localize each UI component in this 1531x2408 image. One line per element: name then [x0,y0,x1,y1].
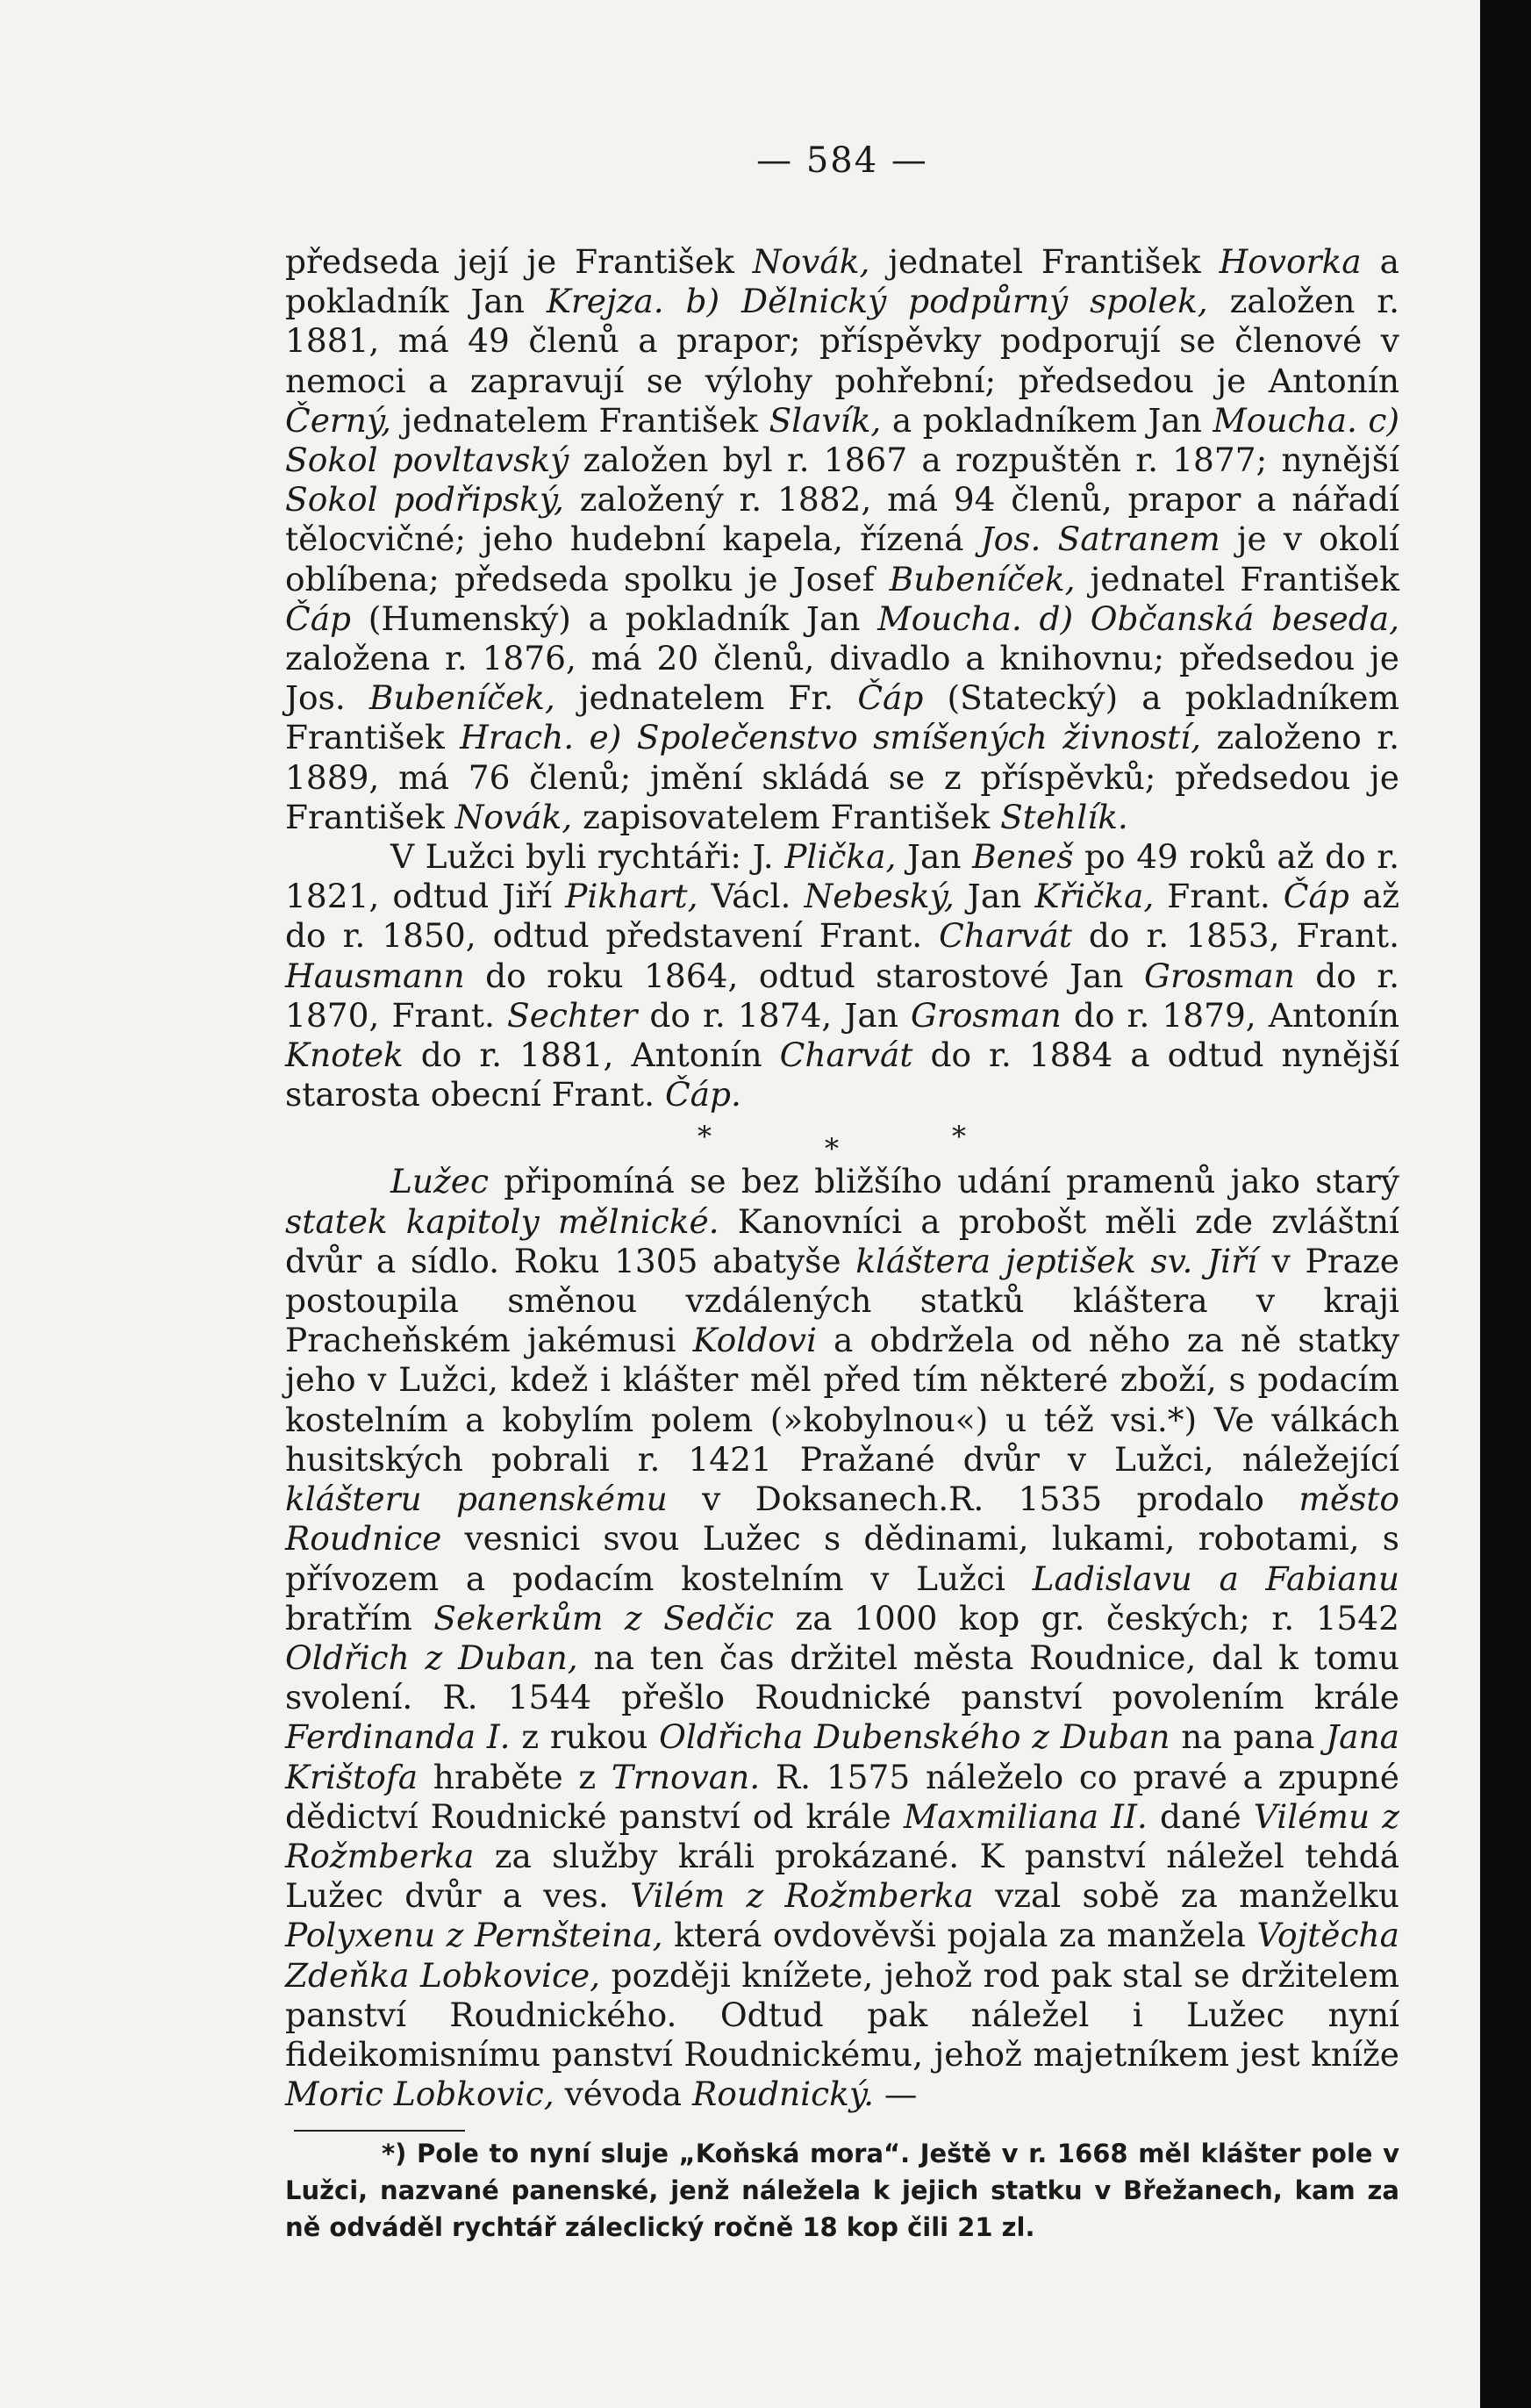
text-run: zapisovatelem František [572,797,1001,836]
italic-name: Novák, [454,797,573,836]
text-run: za služby králi prokázané. K panství náležel tehdá Lužec dvůr a ves. [285,1836,1399,1916]
text-run: později knížete, jehož rod pak stal se držitelem panství Roudnického. Odtud pak náležel i Lužec nyní fideikomisnímu panství Roudnickému, jehož majetníkem jest kníže [285,1955,1399,2074]
text-run: Kanovníci a probošt měli zde zvláštní dvůr a sídlo. Roku 1305 abatyše [285,1201,1399,1280]
italic-name: klášteru panenskému [285,1480,668,1519]
italic-name: Bubeníček, [368,678,555,718]
text-run: jednatel František [869,242,1220,281]
italic-name: Jos. Satranem [980,520,1220,559]
text-run: z rukou [510,1717,660,1757]
text-run: vesnici svou Lužec s dědinami, lukami, robotami, s přívozem a podacím kostelním v Lužci [285,1519,1399,1598]
italic-name: Oldřicha Dubenského z Duban [659,1717,1170,1757]
text-run: do r. 1884 a odtud nynější starosta obecní Frant. [285,1036,1399,1114]
italic-name: Čáp. [664,1075,741,1114]
italic-name: Jana Krištofa [285,1717,1400,1796]
italic-name: Stehlík. [1000,797,1128,836]
italic-name: Lužec [390,1162,490,1201]
italic-name: Oldřich z Duban, [285,1638,578,1677]
footnote-mark: *) [382,2139,407,2169]
scan-border [1480,0,1531,2408]
paragraph-rychtari [285,837,1399,1114]
italic-name: Koldovi [692,1321,817,1360]
italic-name: Čáp [285,598,352,638]
text-run: a pokladník Jan [285,242,1399,321]
italic-name: Moric Lobkovic, [285,2075,554,2114]
italic-name: Plička, [784,837,897,877]
text-run: je v okolí oblíbena; předseda spolku je Josef [285,520,1399,598]
text-run: vévoda [554,2075,693,2114]
text-run: jednatelem František [391,400,769,440]
italic-name: Ladislavu a Fabianu [1032,1559,1399,1598]
section-separator [285,1114,1399,1166]
separator-star: * [698,1120,712,1154]
text-run: založen byl r. 1867 a rozpuštěn r. 1877; nynější [569,441,1399,480]
italic-name: město Roudnice [285,1480,1399,1559]
italic-name: Charvát [779,1036,913,1075]
text-run: založen r. 1881, má 49 členů a prapor; příspěvky podporují se členové v nemoci a zapravují se výlohy pohřební; předsedou je Antonín [285,282,1399,400]
text-run: založený r. 1882, má 94 členů, prapor a nářadí tělocvičné; jeho hudební kapela, řízená [285,480,1399,559]
text-run: vzal sobě za manželku [973,1876,1399,1916]
text-run: předseda její je František [285,242,753,281]
text-run: — [874,2075,918,2114]
text-run: R. 1575 náleželo co pravé a zpupné dědictví Roudnické panství od krále [285,1757,1399,1836]
text-run: bratřím [285,1598,434,1638]
footnote-text: Pole to nyní sluje „Koňská mora“. Ještě v r. 1668 měl klášter pole v Lužci, nazvané panenské, jenž náležela k jejich statku v Břežanech, kam za ně odváděl rychtář záleclický ročně 18 kop čili 21 zl. [285,2139,1399,2243]
text-run: do r. 1879, Antonín [1061,995,1399,1035]
italic-name: Moucha. c) Sokol povltavský [285,400,1400,480]
footnote [285,2135,1399,2246]
italic-name: Hrach. e) Společenstvo smíšených živností, [460,718,1202,757]
text-run: Jan [896,837,973,877]
text-run: hraběte z [418,1757,612,1796]
footnote-rule [294,2130,465,2132]
text-run: po 49 roků až do r. 1821, odtud Jiří [285,837,1399,916]
page-content [285,140,1399,2246]
text-run: založeno r. 1889, má 76 členů; jmění skládá se z příspěvků; předsedou je František [285,718,1399,836]
text-run: jednatel František [1075,559,1399,598]
italic-name: Nebeský, [804,877,955,916]
italic-name: Knotek [285,1036,404,1075]
italic-name: Polyxenu z Pernšteina, [285,1916,663,1955]
text-run: na ten čas držitel města Roudnice, dal k tomu svolení. R. 1544 přešlo Roudnické panství povolením krále [285,1638,1399,1717]
italic-name: Sokol podřipský, [285,480,564,520]
text-run: (Humenský) a pokladník Jan [351,598,878,638]
text-run: Frant. [1154,877,1284,916]
paragraph-associations [285,242,1399,837]
separator-star: * [825,1132,839,1166]
italic-name: Ferdinanda I. [285,1717,511,1757]
italic-name: kláštera jeptišek sv. Jiří [855,1241,1257,1280]
text-run: jednatelem Fr. [554,678,858,718]
italic-name: Grosman [910,995,1062,1035]
text-run: a obdržela od něho za ně statky jeho v Lužci, kdež i klášter měl před tím některé zboží, s podacím kostelním a kobylím polem (»kobylnou«) u též vsi.*) Ve válkách husitských pobrali r. 1421 Pražané dvůr v Lužci, náležející [285,1321,1400,1479]
text-run: do r. 1881, Antonín [403,1036,780,1075]
italic-name: Vilém z Rožmberka [630,1876,974,1916]
italic-name: Pikhart, [565,877,698,916]
text-run: v Doksanech.R. 1535 prodalo [667,1480,1299,1519]
paragraph-history [285,1162,1399,2114]
italic-name: Grosman [1143,956,1295,995]
text-run: V Lužci byli rychtáři: J. [390,837,785,877]
italic-name: Čáp [1283,877,1349,916]
italic-name: Roudnický. [692,2075,875,2114]
text-run: která ovdověvši pojala za manžela [662,1916,1257,1955]
page-number: — 584 — [756,140,928,181]
text-run: (Statecký) a pokladníkem František [285,678,1399,757]
text-run: založena r. 1876, má 20 členů, divadlo a knihovnu; předsedou je Jos. [285,639,1399,718]
italic-name: Bubeníček, [889,559,1076,598]
text-run: dané [1147,1796,1254,1836]
text-run: do r. 1874, Jan [637,995,911,1035]
italic-name: statek kapitoly mělnické. [285,1201,719,1241]
italic-name: Trnovan. [611,1757,761,1796]
italic-name: Slavík, [769,400,882,440]
italic-name: Novák, [752,242,870,281]
text-run: Jan [954,877,1035,916]
italic-name: Charvát [939,916,1072,956]
italic-name: Beneš [972,837,1074,877]
italic-name: Černý, [285,400,392,440]
italic-name: Sekerkům z Sedčic [433,1598,774,1638]
separator-star: * [952,1120,966,1154]
text-run: do roku 1864, odtud starostové Jan [464,956,1144,995]
text-run: za 1000 kop gr. českých; r. 1542 [774,1598,1400,1638]
italic-name: Křička, [1034,877,1155,916]
text-run: v Praze postoupila směnou vzdálených statků kláštera v kraji Pracheňském jakémusi [285,1241,1399,1360]
text-run: Václ. [698,877,805,916]
text-run: do r. 1853, Frant. [1071,916,1399,956]
italic-name: Sechter [507,995,638,1035]
italic-name: Maxmiliana II. [903,1796,1148,1836]
italic-name: Hovorka [1219,242,1362,281]
italic-name: Moucha. d) Občanská beseda, [877,598,1399,638]
text-run: připomíná se bez bližšího udání pramenů jako starý [489,1162,1399,1201]
italic-name: Čáp [857,678,924,718]
text-run: do r. 1870, Frant. [285,956,1399,1035]
italic-name: Krejza. b) Dělnický podpůrný spolek, [546,282,1208,321]
text-run: a pokladníkem Jan [881,400,1213,440]
text-run: na pana [1170,1717,1327,1757]
text-run: až do r. 1850, odtud představení Frant. [285,877,1399,956]
italic-name: Vilému z Rožmberka [285,1796,1399,1875]
italic-name: Hausmann [285,956,465,995]
italic-name: Vojtěcha Zdeňka Lobkovice, [285,1916,1399,1995]
